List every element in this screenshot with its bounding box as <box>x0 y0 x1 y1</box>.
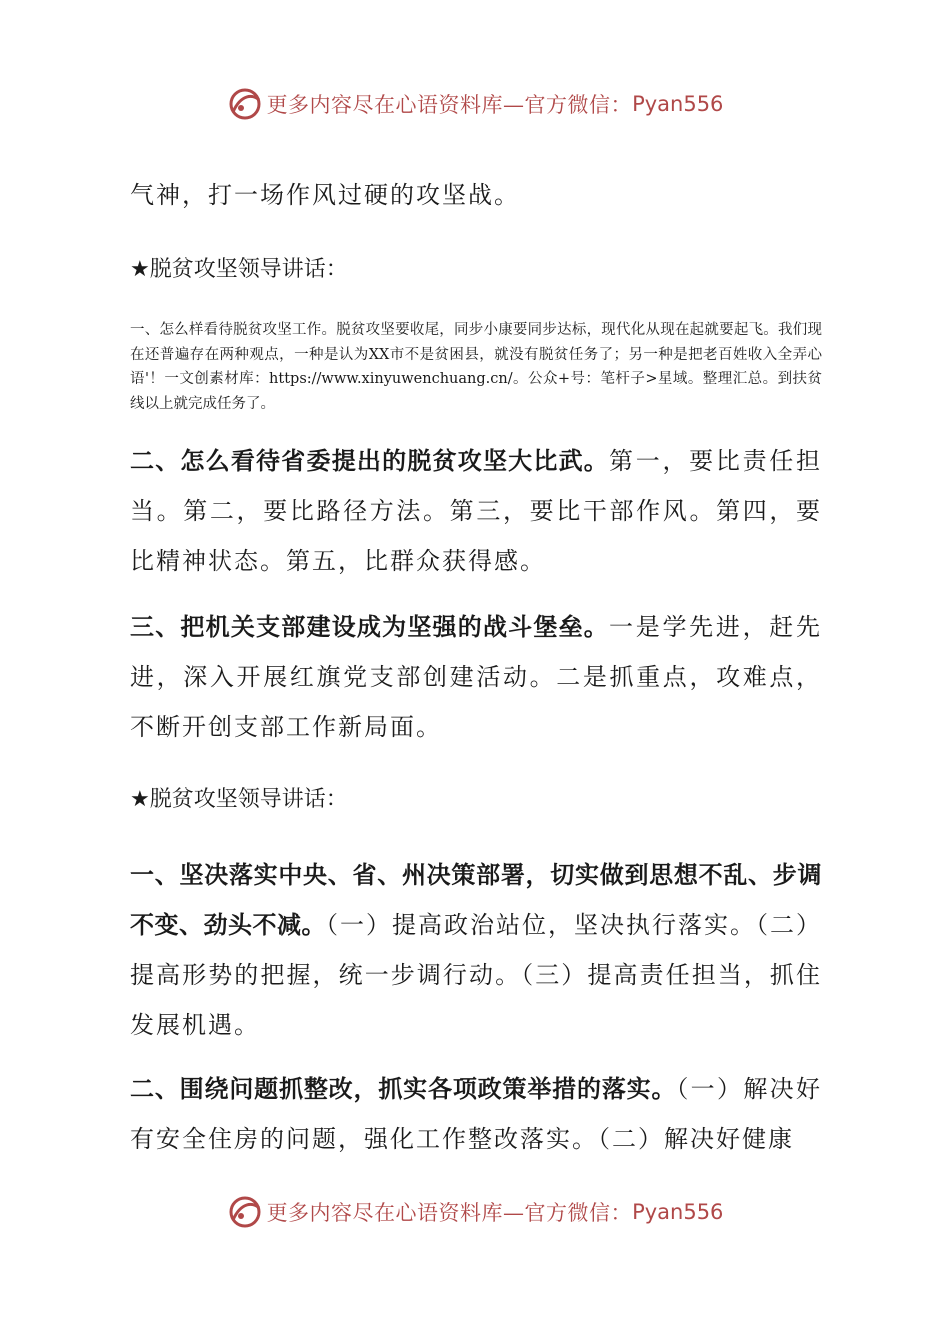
small-paragraph: 一、怎么样看待脱贫攻坚工作。脱贫攻坚要收尾，同步小康要同步达标，现代化从现在起就要起飞。我们现在还普遍存在两种观点，一种是认为XX市不是贫困县，就没有脱贫任务了；另一种是把老百姓收入全弄心语'！一文创素材库：https://www.xinyuwenchuang.cn/。公众+号：笔杆子>星域。整理汇总。到扶贫线以上就完成任务了。 <box>130 322 822 412</box>
paragraph-4-title: 一、坚决落实中央、省、州决策部署，切实做到思想不乱、步调不变、劲头不减。 <box>130 861 822 939</box>
paragraph-4-body: （一）提高政治站位，坚决执行落实。（二）提高形势的把握，统一步调行动。（三）提高责任担当，抓住发展机遇。 <box>130 911 822 1039</box>
heading-2: ★脱贫攻坚领导讲话： <box>130 787 348 812</box>
logo-icon <box>227 86 263 122</box>
banner-text: 更多内容尽在心语资料库—官方微信： <box>266 1201 633 1225</box>
paragraph-4 <box>130 850 822 1050</box>
paragraph-line0: 气神，打一场作风过硬的攻坚战。 <box>130 181 520 209</box>
banner-wechat-id: Pyan556 <box>632 92 724 116</box>
banner-text: 更多内容尽在心语资料库—官方微信： <box>266 93 633 117</box>
header-banner <box>0 84 950 124</box>
heading-1: ★脱贫攻坚领导讲话： <box>130 257 348 282</box>
paragraph-2-body: 第一，要比责任担当。第二，要比路径方法。第三，要比干部作风。第四，要比精神状态。第五，比群众获得感。 <box>130 447 823 575</box>
paragraph-5-title: 二、围绕问题抓整改，抓实各项政策举措的落实。 <box>130 1075 677 1103</box>
paragraph-2 <box>130 436 822 586</box>
paragraph-5 <box>130 1064 822 1164</box>
logo-icon <box>227 1194 263 1230</box>
paragraph-5-body: （一）解决好有安全住房的问题，强化工作整改落实。（二）解决好健康 <box>130 1075 822 1153</box>
paragraph-3-title: 三、把机关支部建设成为坚强的战斗堡垒。 <box>130 613 610 641</box>
paragraph-2-title: 二、怎么看待省委提出的脱贫攻坚大比武。 <box>130 447 610 475</box>
paragraph-3 <box>130 602 822 752</box>
footer-banner <box>0 1192 950 1232</box>
banner-wechat-id: Pyan556 <box>632 1200 724 1224</box>
paragraph-3-body: 一是学先进，赶先进，深入开展红旗党支部创建活动。二是抓重点，攻难点，不断开创支部工作新局面。 <box>130 613 823 741</box>
